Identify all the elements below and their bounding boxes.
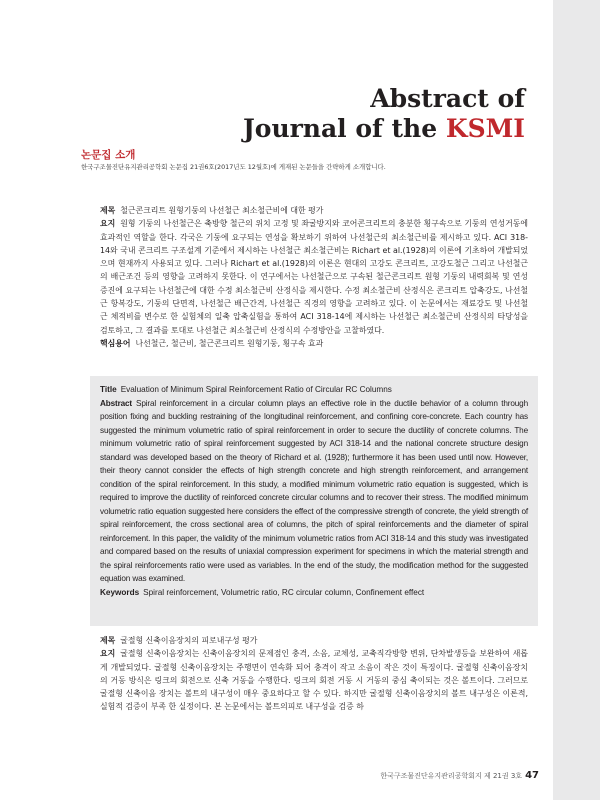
paper1-en-title: Evaluation of Minimum Spiral Reinforcement Ratio of Circular RC Columns bbox=[120, 385, 392, 394]
side-bar bbox=[553, 0, 600, 800]
paper1-abstract-row bbox=[100, 217, 528, 337]
page-footer bbox=[380, 770, 539, 781]
paper1-en-keywords-label: Keywords bbox=[100, 587, 140, 597]
paper2-ko bbox=[100, 634, 528, 714]
page-heading bbox=[243, 84, 525, 144]
footer-journal: 한국구조물진단유지관리공학회지 제 21권 3호 bbox=[380, 772, 523, 780]
paper1-en-abstract: Spiral reinforcement in a circular column plays an effective role in the ductile behavior of a column through position fixing and buckling restraining of the longitudinal reinforcement, and confining core-concrete. Each country has suggested the minimum volumetric ratio of spiral reinforcement in order to secure the ductility of concrete columns. The minimum volumetric ratio of spiral reinforcement suggested by ACI 318-14 and the national concrete structure design standard was developed based on the theory of Richard et al. (1928); furthermore it has been used until now. However, their theory cannot consider the effects of high strength concrete and high strength reinforcement, and arrangement condition of the spiral reinforcement. In this study, a modified minimum volumetric ratio equation is suggested, which is required to improve the ductility of reinforced concrete circular columns and to recover their stress. The modified minimum volumetric ratio equation suggested here considers the effect of the compressive strength of concrete, the yield strength of spiral reinforcement, the cross sectional area of columns, the pitch of spiral reinforcements and the diameter of spiral reinforcement. In this paper, the validity of the minimum volumetric ratios from ACI 318-14 and this study was investigated and compared based on the results of uniaxial compression experiment for specimens in which the material strength and the spiral reinforcements ratio were used as variables. In the end of the study, the modification method for the suggested equation was examined. bbox=[100, 398, 528, 583]
heading-line-2 bbox=[243, 114, 525, 144]
paper1-en-abstract-label: Abstract bbox=[100, 398, 133, 408]
paper1-en-box bbox=[90, 376, 538, 626]
paper1-en-abstract-row bbox=[100, 397, 528, 586]
paper2-title-label: 제목 bbox=[100, 636, 116, 645]
paper2-abstract-row bbox=[100, 647, 528, 713]
paper1-abstract: 원형 기둥의 나선철근은 축방향 철근의 위치 고정 및 좌굴방지와 코어콘크리트의 충분한 횡구속으로 기둥의 연성거동에 효과적인 역할을 한다. 각국은 기둥에 요구되는 연성을 확보하기 위하여 나선철근의 최소철근비를 제시하고 있다. ACI 318-14와 국내 콘크리트 구조설계 기준에서 제시하는 나선철근 최소철근비는 Richart et al.(1928)의 이론에 기초하여 개발되었으며 현재까지 사용되고 있다. 그러나 Richart et al.(1928)의 이론은 현대의 고강도 콘크리트, 고강도철근 그리고 나선철근의 배근조건 등의 영향을 고려하지 못한다. 이 연구에서는 나선철근으로 구속된 철근콘크리트 원형 기둥의 내력회복 및 연성증진에 요구되는 나선철근에 대한 수정 최소철근비 산정식을 제시한다. 수정 최소철근비 산정식은 콘크리트 압축강도, 나선철근 항복강도, 기둥의 단면적, 나선철근 배근간격, 나선철근 직경의 영향을 고려하고 있다. 이 논문에서는 재료강도 및 나선철근 체적비를 변수로 한 실험체의 일축 압축실험을 통하여 ACI 318-14에 제시하는 나선철근 최소철근비 산정식의 타당성을 검토하고, 그 결과를 토대로 나선철근 최소철근비 산정식의 수정방안을 고찰하였다. bbox=[100, 219, 528, 335]
section-subtitle: 한국구조물진단유지관리공학회 논문집 21권6호(2017년도 12월호)에 게재된 논문들을 간략하게 소개합니다. bbox=[81, 163, 386, 171]
heading-journal-of: Journal of the bbox=[242, 114, 446, 143]
page-number: 47 bbox=[525, 770, 539, 781]
paper2-abstract-label: 요지 bbox=[100, 649, 116, 659]
heading-line-1: Abstract of bbox=[370, 84, 525, 113]
paper1-en-title-row bbox=[100, 383, 528, 397]
paper2-title: 굴절형 신축이음장치의 피로내구성 평가 bbox=[120, 636, 258, 645]
paper1-en-keywords-row bbox=[100, 586, 528, 600]
paper1-keywords-row bbox=[100, 337, 528, 350]
paper1-en-title-label: Title bbox=[100, 385, 117, 394]
paper1-keywords-label: 핵심용어 bbox=[100, 338, 131, 348]
paper2-abstract: 굴절형 신축이음장치는 신축이음장치의 문제점인 충격, 소음, 교체성, 교축직각방향 변위, 단차발생등을 보완하여 새롭게 개발되었다. 굴절형 신축이음장치는 주행면이 연속화 되어 충격이 작고 소음이 작은 것이 특징이다. 굴절형 신축이음장치의 거동 방식은 링크의 회전으로 신축 거동을 수행한다. 링크의 회전 거동 시 거동의 중심 축이되는 것은 볼트이다. 그러므로 굴절형 신축이음 장치는 볼트의 내구성이 매우 중요하다고 할 수 있다. 하지만 굴절형 신축이음장치의 볼트 내구성은 이론적, 실험적 검증이 부족 한 실정이다. 본 논문에서는 볼트의피로 내구성을 검증 하 bbox=[100, 649, 528, 712]
paper1-en-keywords: Spiral reinforcement, Volumetric ratio, RC circular column, Confinement effect bbox=[143, 587, 425, 597]
paper1-title: 철근콘크리트 원형기둥의 나선철근 최소철근비에 대한 평가 bbox=[120, 206, 324, 215]
paper1-keywords: 나선철근, 철근비, 철근콘크리트 원형기둥, 횡구속 효과 bbox=[135, 338, 324, 348]
section-title: 논문집 소개 bbox=[81, 149, 136, 161]
heading-ksmi: KSMI bbox=[445, 114, 525, 143]
paper2-title-row bbox=[100, 634, 528, 647]
paper1-title-row bbox=[100, 204, 528, 217]
paper1-title-label: 제목 bbox=[100, 206, 116, 215]
paper1-abstract-label: 요지 bbox=[100, 219, 116, 229]
paper1-ko bbox=[100, 204, 528, 350]
